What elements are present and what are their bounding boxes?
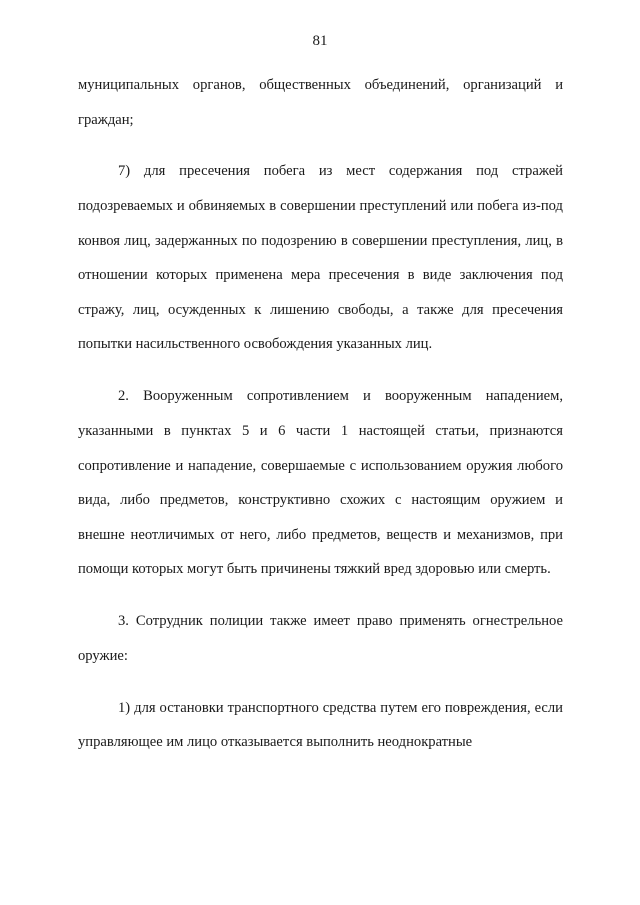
- paragraph-item-1: 1) для остановки транспортного средства путем его повреждения, если управляющее им лицо отказывается выполнить неоднократные: [78, 699, 563, 751]
- paragraph-part-2: 2. Вооруженным сопротивлением и вооруженным нападением, указанными в пунктах 5 и 6 части 1 настоящей статьи, признаются сопротивление и нападение, совершаемые с использованием оружия любого вида, либо предметов, конструктивно схожих с настоящим оружием и внешне неотличимых от него, либо предметов, веществ и механизмов, при помощи которых могут быть причинены тяжкий вред здоровью или смерть.: [78, 388, 563, 578]
- paragraph-part-3: 3. Сотрудник полиции также имеет право применять огнестрельное оружие:: [78, 613, 563, 664]
- paragraph-continuation: муниципальных органов, общественных объединений, организаций и граждан;: [78, 77, 563, 128]
- document-body: [78, 68, 563, 777]
- paragraph-item-7: 7) для пресечения побега из мест содержания под стражей подозреваемых и обвиняемых в совершении преступлений или побега из-под конвоя лиц, задержанных по подозрению в совершении преступления, лиц, в отношении которых применена мера пресечения в виде заключения под стражу, лиц, осужденных к лишению свободы, а также для пресечения попытки насильственного освобождения указанных лиц.: [78, 163, 563, 353]
- page-number: 81: [312, 33, 328, 49]
